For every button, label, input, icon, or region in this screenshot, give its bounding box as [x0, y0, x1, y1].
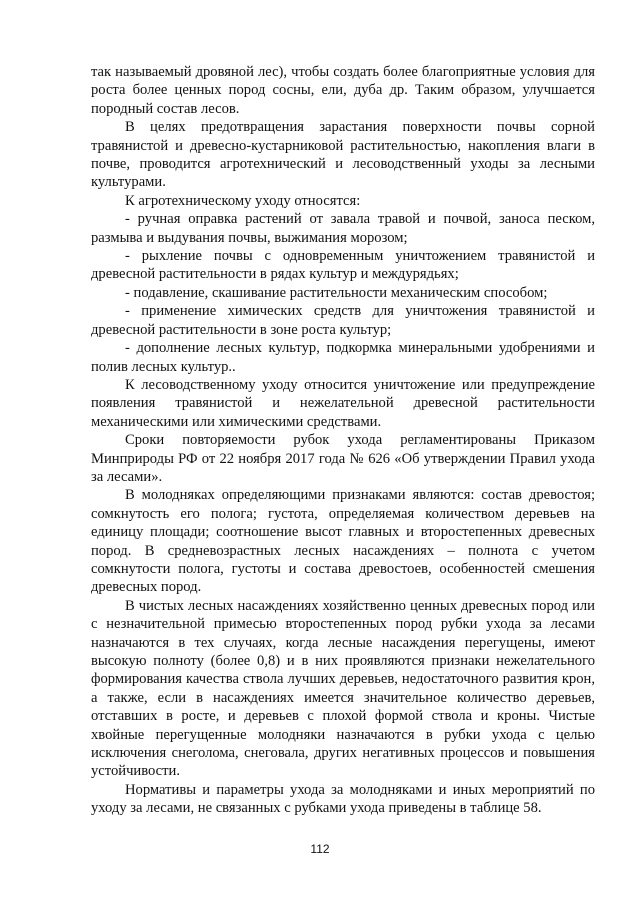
paragraph-norms-reference: Нормативы и параметры ухода за молодняками и иных мероприятий по уходу за лесами, не связанных с рубками ухода приведены в таблице 58. [91, 781, 595, 817]
paragraph-thinning-regulation: Сроки повторяемости рубок ухода регламентированы Приказом Минприроды РФ от 22 ноября 2017 года № 626 «Об утверждении Правил ухода за лесами». [91, 432, 595, 485]
list-item-chemicals: - применение химических средств для уничтожения травянистой и древесной растительности в зоне роста культур; [91, 303, 595, 338]
list-item-mowing: - подавление, скашивание растительности механическим способом; [125, 284, 548, 301]
list-item-loosening: - рыхление почвы с одновременным уничтожением травянистой и древесной растительности в рядах культур и междурядьях; [91, 248, 595, 283]
list-item-supplementing: - дополнение лесных культур, подкормка минеральными удобрениями и полив лесных культур.. [91, 340, 595, 375]
body-text [91, 63, 595, 818]
paragraph-continuation: так называемый дровяной лес), чтобы создать более благоприятные условия для роста более ценных пород сосны, ели, дуба др. Таким образом, улучшается породный состав лесов. [91, 64, 595, 117]
paragraph-silvicultural-care: К лесоводственному уходу относится уничтожение или предупреждение появления травянистой и нежелательной древесной растительности механическими или химическими средствами. [91, 376, 595, 430]
paragraph-young-stands: В молодняках определяющими признаками являются: состав древостоя; сомкнутость его полога; густота, определяемая количеством деревьев на единицу площади; соотношение высот главных и второстепенных древесных пород. В средневозрастных лесных насаждениях – полнота с учетом сомкнутости полога, густоты и состава древостоев, особенностей смешения древесных пород. [91, 487, 595, 596]
page-number: 112 [310, 842, 330, 856]
paragraph-agrotech-heading: К агротехническому уходу относятся: [125, 192, 361, 209]
paragraph-pure-stands: В чистых лесных насаждениях хозяйственно ценных древесных пород или с незначительной примесью второстепенных пород рубки ухода за лесами назначаются в тех случаях, когда лесные насаждения перегущены, имеют высокую полноту (более 0,8) и в них проявляются признаки нежелательного формирования качества ствола лучших деревьев, недостаточного развития крон, а также, если в насаждениях имеется значительное количество деревьев, отставших в росте, и деревьев с плохой формой ствола и кроны. Чистые хвойные перегущенные молодняки назначаются в рубки ухода с целью исключения снеголома, снеговала, других негативных процессов и повышения устойчивости. [91, 597, 595, 780]
paragraph-weed-prevention: В целях предотвращения зарастания поверхности почвы сорной травянистой и древесно-кустарниковой растительностью, накопления влаги в почве, проводится агротехнический и лесоводственный уходы за лесными культурами. [91, 119, 595, 191]
list-item-manual-release: - ручная оправка растений от завала травой и почвой, заноса песком, размыва и выдувания почвы, выжимания морозом; [91, 211, 595, 246]
